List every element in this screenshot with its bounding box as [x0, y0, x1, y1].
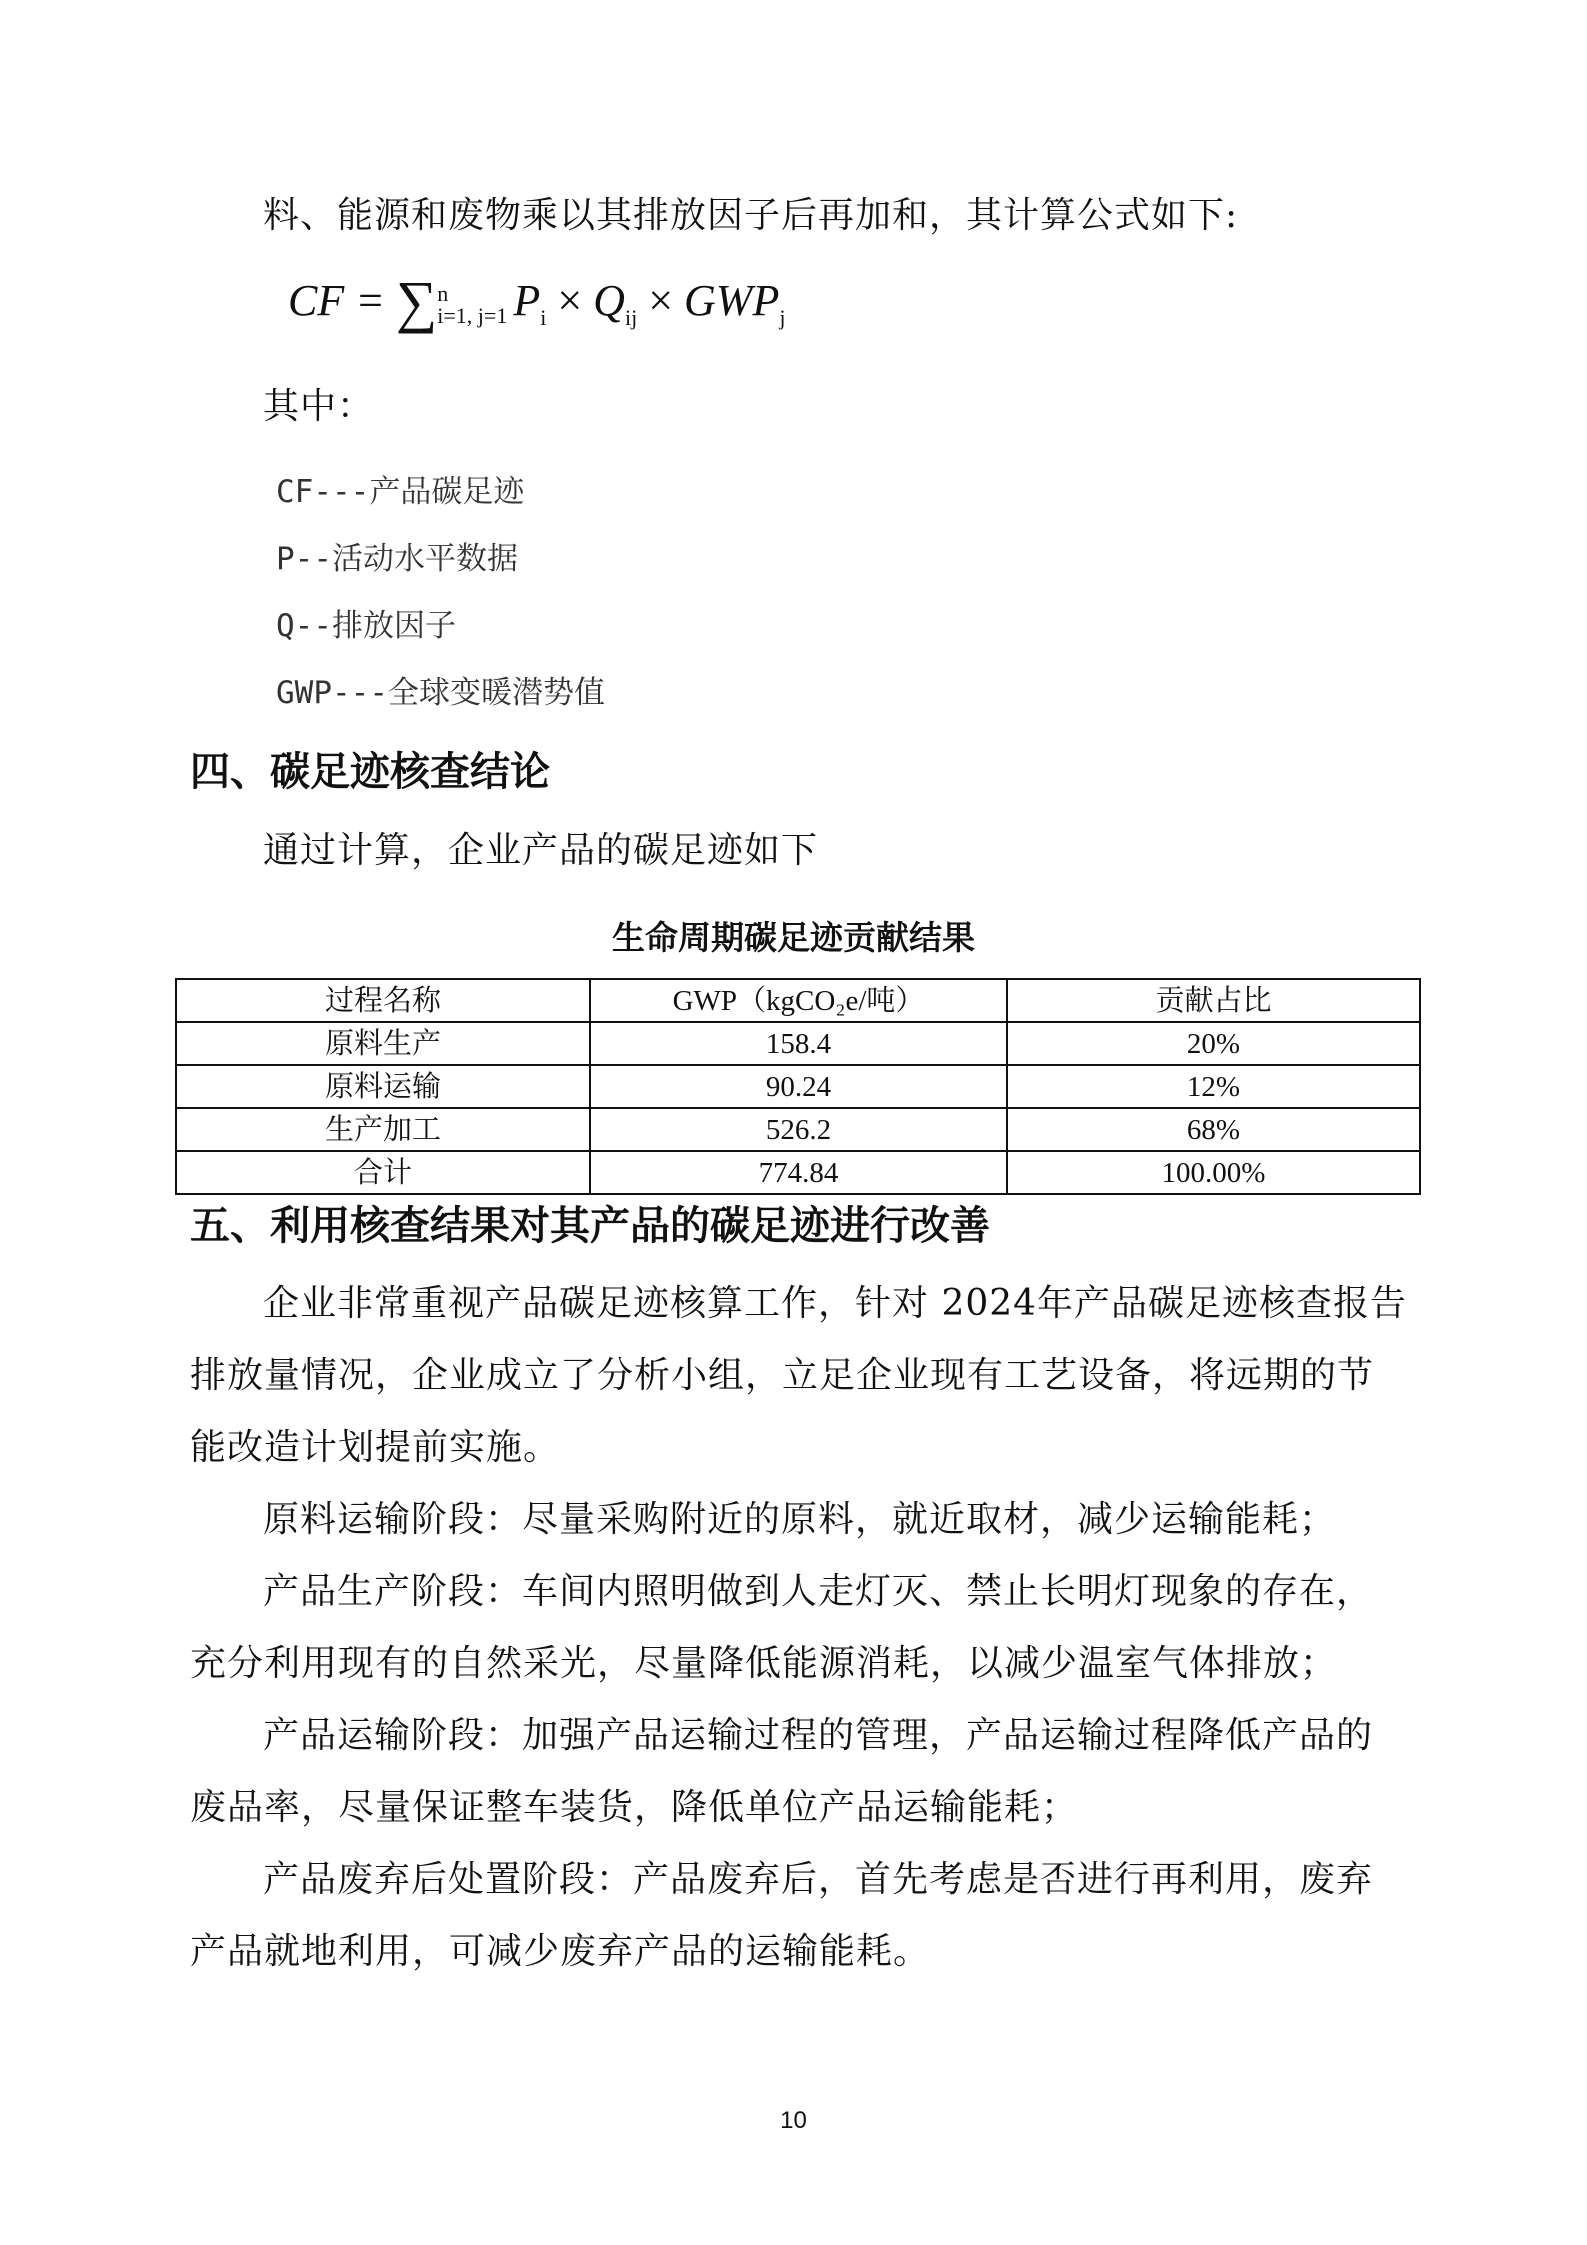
table-cell-process: 生产加工 — [176, 1108, 590, 1151]
table-header-process: 过程名称 — [176, 979, 590, 1022]
formula-lhs: CF = — [288, 276, 396, 325]
paragraph-line: 企业非常重视产品碳足迹核算工作，针对 2024年产品碳足迹核查报告 — [263, 1283, 1408, 1324]
table-cell-gwp: 774.84 — [590, 1151, 1007, 1194]
paragraph-line: 排放量情况，企业成立了分析小组，立足企业现有工艺设备，将远期的节 — [190, 1355, 1375, 1396]
formula — [288, 268, 785, 335]
paragraph-line: 能改造计划提前实施。 — [190, 1427, 561, 1468]
carbon-footprint-table — [175, 978, 1421, 1195]
paragraph-line: 产品废弃后处置阶段：产品废弃后，首先考虑是否进行再利用，废弃 — [263, 1859, 1374, 1900]
formula-q-sub: ij — [624, 304, 638, 330]
table-row — [176, 1022, 1420, 1065]
section-4-heading: 四、碳足迹核查结论 — [190, 749, 550, 795]
formula-p-sub: i — [540, 304, 547, 330]
table-cell-process: 原料运输 — [176, 1065, 590, 1108]
table-total-row — [176, 1151, 1420, 1194]
formula-times-1: × — [546, 276, 594, 325]
table-header-gwp: GWP（kgCO₂e/吨） — [590, 979, 1007, 1022]
definition-cf: CF---产品碳足迹 — [276, 474, 525, 510]
sum-lower: i=1, j=1 — [437, 302, 508, 328]
table-row — [176, 1108, 1420, 1151]
table-cell-gwp: 90.24 — [590, 1065, 1007, 1108]
section-4-intro: 通过计算，企业产品的碳足迹如下 — [263, 830, 819, 871]
definition-q: Q--排放因子 — [276, 608, 456, 644]
definition-p: P--活动水平数据 — [276, 541, 518, 577]
table-cell-gwp: 526.2 — [590, 1108, 1007, 1151]
table-cell-share: 68% — [1007, 1108, 1420, 1151]
sum-symbol: ∑ — [395, 269, 438, 334]
formula-gwp: GWP — [684, 276, 780, 325]
paragraph-line: 产品生产阶段：车间内照明做到人走灯灭、禁止长明灯现象的存在， — [263, 1571, 1374, 1612]
table-caption: 生命周期碳足迹贡献结果 — [612, 918, 975, 957]
section-5-heading: 五、利用核查结果对其产品的碳足迹进行改善 — [190, 1203, 990, 1249]
page-number: 10 — [780, 2107, 807, 2134]
table-cell-process: 原料生产 — [176, 1022, 590, 1065]
paragraph-line: 原料运输阶段：尽量采购附近的原料，就近取材，减少运输能耗； — [263, 1499, 1337, 1540]
table-header-row — [176, 979, 1420, 1022]
where-label: 其中： — [263, 386, 375, 427]
table-row — [176, 1065, 1420, 1108]
formula-q: Q — [593, 276, 625, 325]
table-cell-share: 100.00% — [1007, 1151, 1420, 1194]
paragraph-line: 废品率，尽量保证整车装货，降低单位产品运输能耗； — [190, 1787, 1079, 1828]
formula-p: P — [513, 276, 541, 325]
paragraph-line: 产品就地利用，可减少废弃产品的运输能耗。 — [190, 1931, 931, 1972]
table-cell-process: 合计 — [176, 1151, 590, 1194]
paragraph-line: 产品运输阶段：加强产品运输过程的管理，产品运输过程降低产品的 — [263, 1715, 1374, 1756]
table-cell-share: 12% — [1007, 1065, 1420, 1108]
intro-line: 料、能源和废物乘以其排放因子后再加和，其计算公式如下: — [263, 195, 1239, 236]
definition-gwp: GWP---全球变暖潜势值 — [276, 675, 605, 711]
sum-upper: n — [437, 280, 449, 306]
paragraph-line: 充分利用现有的自然采光，尽量降低能源消耗，以减少温室气体排放； — [190, 1643, 1338, 1684]
formula-gwp-sub: j — [779, 304, 786, 330]
table-header-share: 贡献占比 — [1007, 979, 1420, 1022]
table-cell-share: 20% — [1007, 1022, 1420, 1065]
formula-times-2: × — [637, 276, 685, 325]
table-cell-gwp: 158.4 — [590, 1022, 1007, 1065]
